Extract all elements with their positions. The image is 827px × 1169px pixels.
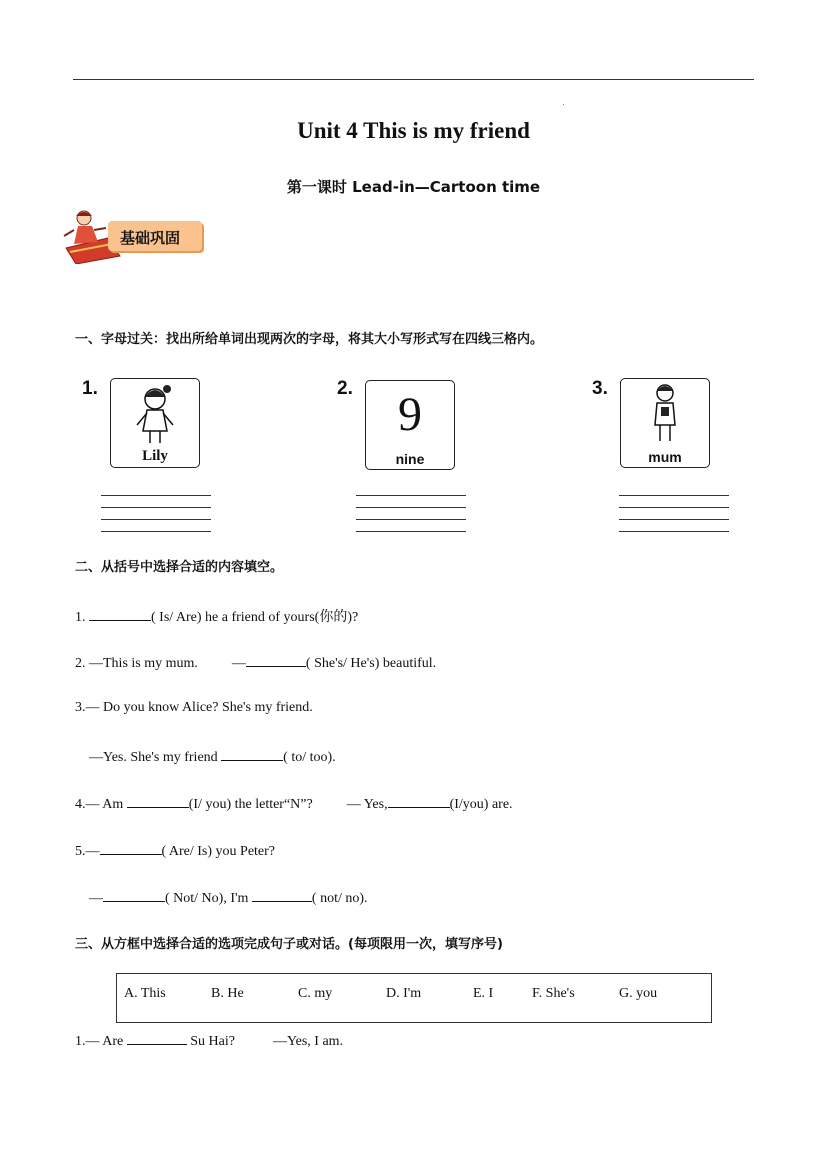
badge-label: 基础巩固 — [120, 229, 181, 247]
item-number: 1. — [82, 378, 98, 399]
writing-line — [619, 495, 729, 496]
writing-line — [356, 519, 466, 520]
writing-line — [101, 519, 211, 520]
option-a: A. This — [124, 986, 166, 1001]
section-badge — [62, 208, 207, 264]
question-3a: 3.— Do you know Alice? She's my friend. — [75, 700, 313, 715]
picture-card-mum — [620, 378, 710, 468]
question-4: 4.— Am (I/ you) the letter“N”? — Yes, (I/you) are. — [75, 794, 513, 813]
page-subtitle: 第一课时 Lead-in—Cartoon time — [286, 178, 541, 196]
answer-blank[interactable] — [246, 653, 306, 667]
answer-blank[interactable] — [388, 794, 450, 808]
question-3b: —Yes. She's my friend ( to/ too). — [89, 747, 336, 766]
option-c: C. my — [298, 986, 333, 1001]
card-word: mum — [648, 449, 682, 465]
card-word: nine — [395, 451, 425, 467]
picture-card-nine — [365, 380, 455, 470]
answer-blank[interactable] — [221, 747, 283, 761]
option-b: B. He — [211, 986, 244, 1001]
item-number: 3. — [592, 378, 608, 399]
question-2: 2. —This is my mum. — ( She's/ He's) beautiful. — [75, 653, 436, 672]
answer-blank[interactable] — [103, 888, 165, 902]
page-title: Unit 4 This is my friend — [297, 118, 530, 143]
writing-line — [356, 495, 466, 496]
card-word: Lily — [142, 448, 168, 464]
woman-icon — [621, 379, 709, 449]
number-nine-icon: 9 — [398, 388, 422, 441]
answer-blank[interactable] — [127, 794, 189, 808]
question-5a: 5.— ( Are/ Is) you Peter? — [75, 841, 275, 860]
writing-line — [101, 495, 211, 496]
speck — [563, 104, 564, 105]
writing-line — [619, 507, 729, 508]
writing-line — [619, 531, 729, 532]
item-number: 2. — [337, 378, 353, 399]
writing-line — [101, 531, 211, 532]
writing-line — [619, 519, 729, 520]
answer-blank[interactable] — [100, 841, 162, 855]
answer-blank[interactable] — [252, 888, 312, 902]
option-f: F. She's — [532, 986, 575, 1001]
picture-card-lily — [110, 378, 200, 468]
section1-heading: 一、字母过关：找出所给单词出现两次的字母，将其大小写形式写在四线三格内。 — [75, 332, 544, 347]
options-box — [116, 973, 712, 1023]
question-5b: — ( Not/ No), I'm ( not/ no). — [89, 888, 368, 907]
answer-blank[interactable] — [127, 1031, 187, 1045]
writing-line — [356, 531, 466, 532]
section3-heading: 三、从方框中选择合适的选项完成句子或对话。(每项限用一次，填写序号) — [75, 937, 503, 952]
answer-blank[interactable] — [89, 607, 151, 621]
section2-heading: 二、从括号中选择合适的内容填空。 — [75, 560, 284, 575]
option-e: E. I — [473, 986, 494, 1001]
writing-line — [356, 507, 466, 508]
writing-line — [101, 507, 211, 508]
girl-icon — [111, 379, 199, 449]
question-1: 1. ( Is/ Are) he a friend of yours(你的)? — [75, 606, 358, 626]
option-d: D. I'm — [386, 986, 422, 1001]
section3-question-1: 1.— Are Su Hai? —Yes, I am. — [75, 1031, 343, 1050]
header-rule — [73, 79, 754, 80]
option-g: G. you — [619, 986, 658, 1001]
